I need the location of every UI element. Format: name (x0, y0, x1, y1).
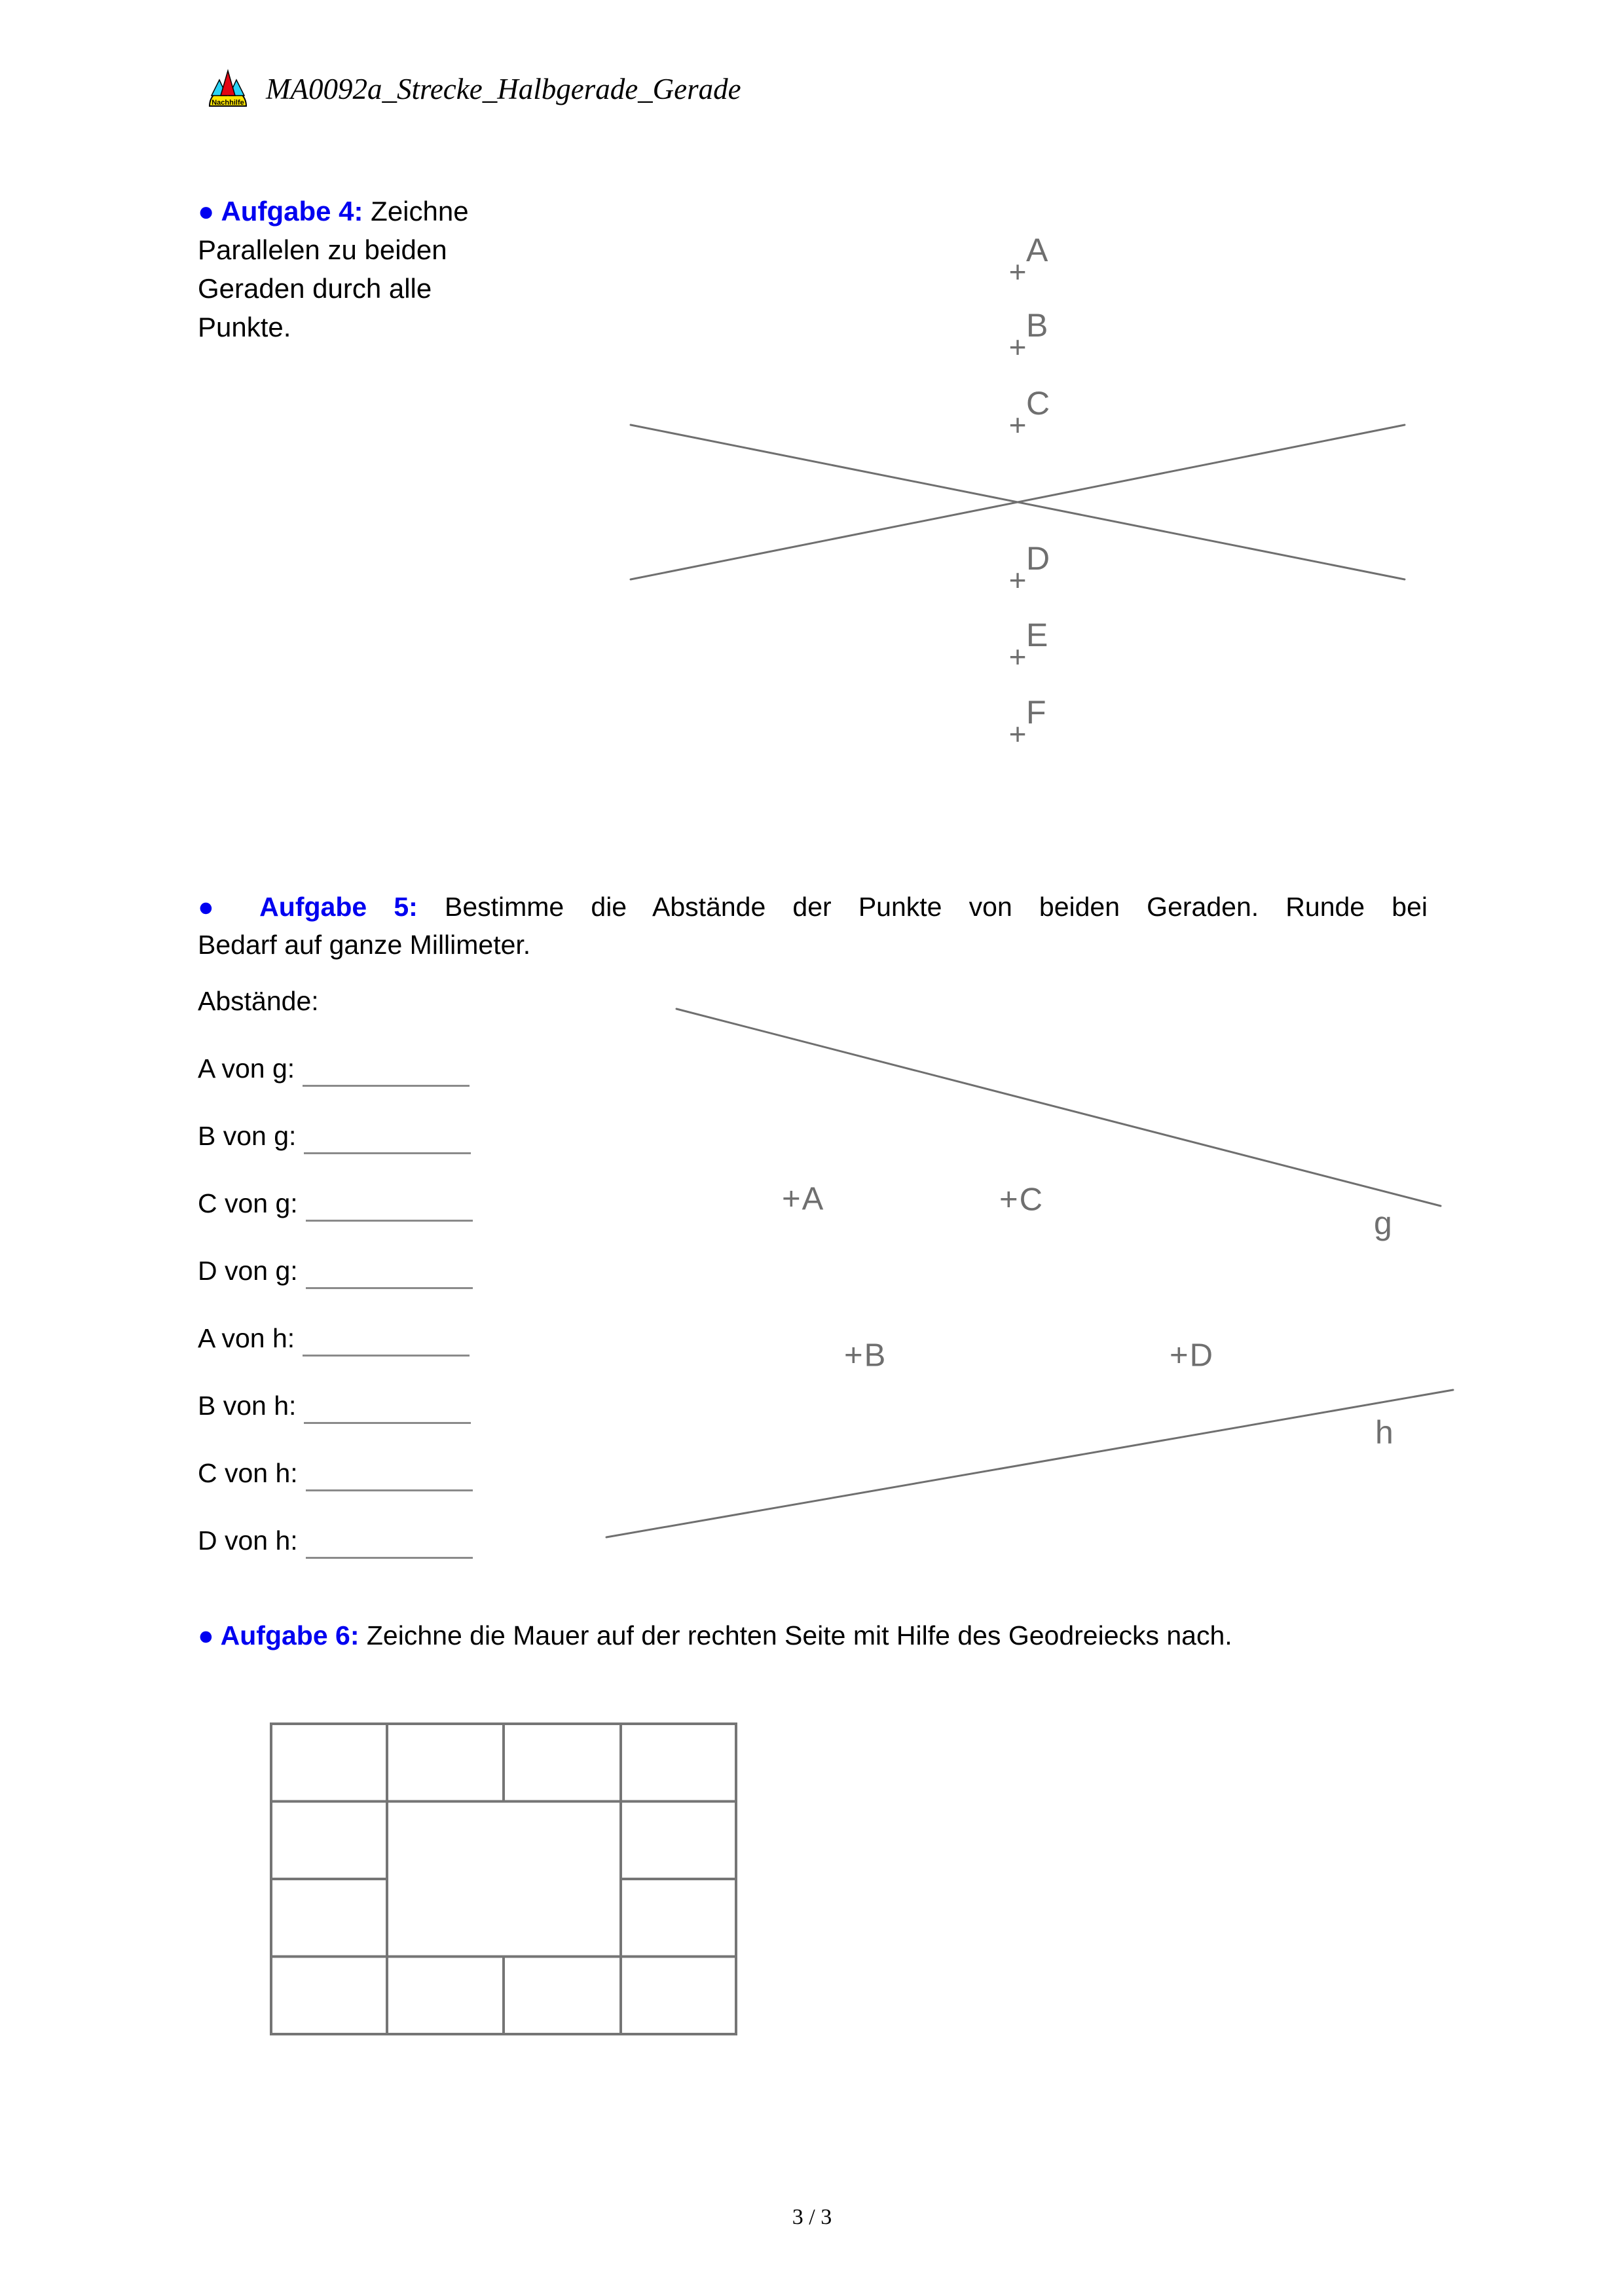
point-C-marker-task5: +C (999, 1182, 1044, 1218)
task4-line1: Zeichne (371, 196, 469, 227)
point-A-label: A (1026, 232, 1048, 268)
answer-blank (306, 1459, 473, 1491)
blank-label: A von g: (198, 1053, 295, 1084)
point-D-label: D (1026, 540, 1050, 577)
blank-label: B von g: (198, 1121, 297, 1151)
point-C-marker: + (1008, 408, 1027, 442)
blank-row-B-von-h (198, 1391, 471, 1425)
answer-blank (303, 1055, 470, 1087)
logo-text: Nachhilfe (212, 99, 244, 107)
task5-line1-text: Bestimme die Abstände der Punkte von beiden Geraden. Runde bei (444, 892, 1428, 922)
blank-label: A von h: (198, 1323, 295, 1353)
point-D-marker: + (1008, 563, 1027, 597)
document-title-text: MA0092a_Strecke_Halbgerade_Gerade (266, 73, 741, 105)
blank-row-A-von-h (198, 1323, 470, 1357)
task5-instruction-line2: Bedarf auf ganze Millimeter. (198, 930, 531, 960)
answer-blank (303, 1324, 470, 1357)
distances-title: Abstände: (198, 986, 319, 1016)
blank-row-B-von-g (198, 1121, 471, 1155)
point-E-marker: + (1008, 640, 1027, 674)
answer-blank (306, 1257, 473, 1289)
task4-line2: Parallelen zu beiden (198, 234, 447, 265)
task5-instruction-line1 (198, 888, 1428, 926)
task4-instruction (198, 192, 578, 346)
point-F-marker: + (1008, 717, 1027, 751)
task5-lines-diagram (589, 982, 1473, 1571)
blank-row-C-von-h (198, 1458, 473, 1492)
point-B-marker: + (1008, 330, 1027, 364)
task6-instruction (198, 1617, 1507, 1654)
point-A-marker: + (1008, 255, 1027, 289)
document-title (266, 68, 741, 110)
line-h (606, 1390, 1453, 1537)
answer-blank (304, 1122, 471, 1154)
blank-label: D von g: (198, 1256, 298, 1286)
brick-wall-grid (265, 1717, 743, 2041)
blank-label: C von g: (198, 1188, 298, 1218)
point-F-label: F (1026, 694, 1046, 731)
task4-line3: Geraden durch alle (198, 273, 432, 304)
answer-blank (306, 1527, 473, 1559)
point-B-marker-task5: +B (844, 1338, 887, 1374)
point-D-marker-task5: +D (1170, 1338, 1215, 1374)
task5-label: ● Aufgabe 5: (198, 892, 418, 922)
blank-row-D-von-g (198, 1256, 473, 1290)
point-A-marker-task5: +A (782, 1181, 825, 1217)
line-g (676, 1009, 1441, 1206)
blank-label: D von h: (198, 1525, 298, 1556)
blank-row-C-von-g (198, 1188, 473, 1222)
line-g-label: g (1374, 1205, 1392, 1241)
task4-line4: Punkte. (198, 312, 291, 342)
blank-label: B von h: (198, 1391, 297, 1421)
task4-label: ● Aufgabe 4: (198, 196, 363, 227)
page-number: 3 / 3 (792, 2205, 832, 2229)
point-B-label: B (1026, 307, 1048, 344)
task6-text: Zeichne die Mauer auf der rechten Seite mit Hilfe des Geodreiecks nach. (366, 1620, 1232, 1650)
blank-row-D-von-h (198, 1525, 473, 1559)
answer-blank (304, 1392, 471, 1424)
task5-instruction (198, 888, 1428, 964)
task6-label: ● Aufgabe 6: (198, 1620, 360, 1650)
point-E-label: E (1026, 617, 1048, 653)
blank-row-A-von-g (198, 1053, 470, 1087)
nachhilfe-logo (207, 67, 249, 111)
point-C-label: C (1026, 385, 1050, 422)
line-h-label: h (1375, 1414, 1393, 1451)
blank-label: C von h: (198, 1458, 298, 1488)
answer-blank (306, 1190, 473, 1222)
